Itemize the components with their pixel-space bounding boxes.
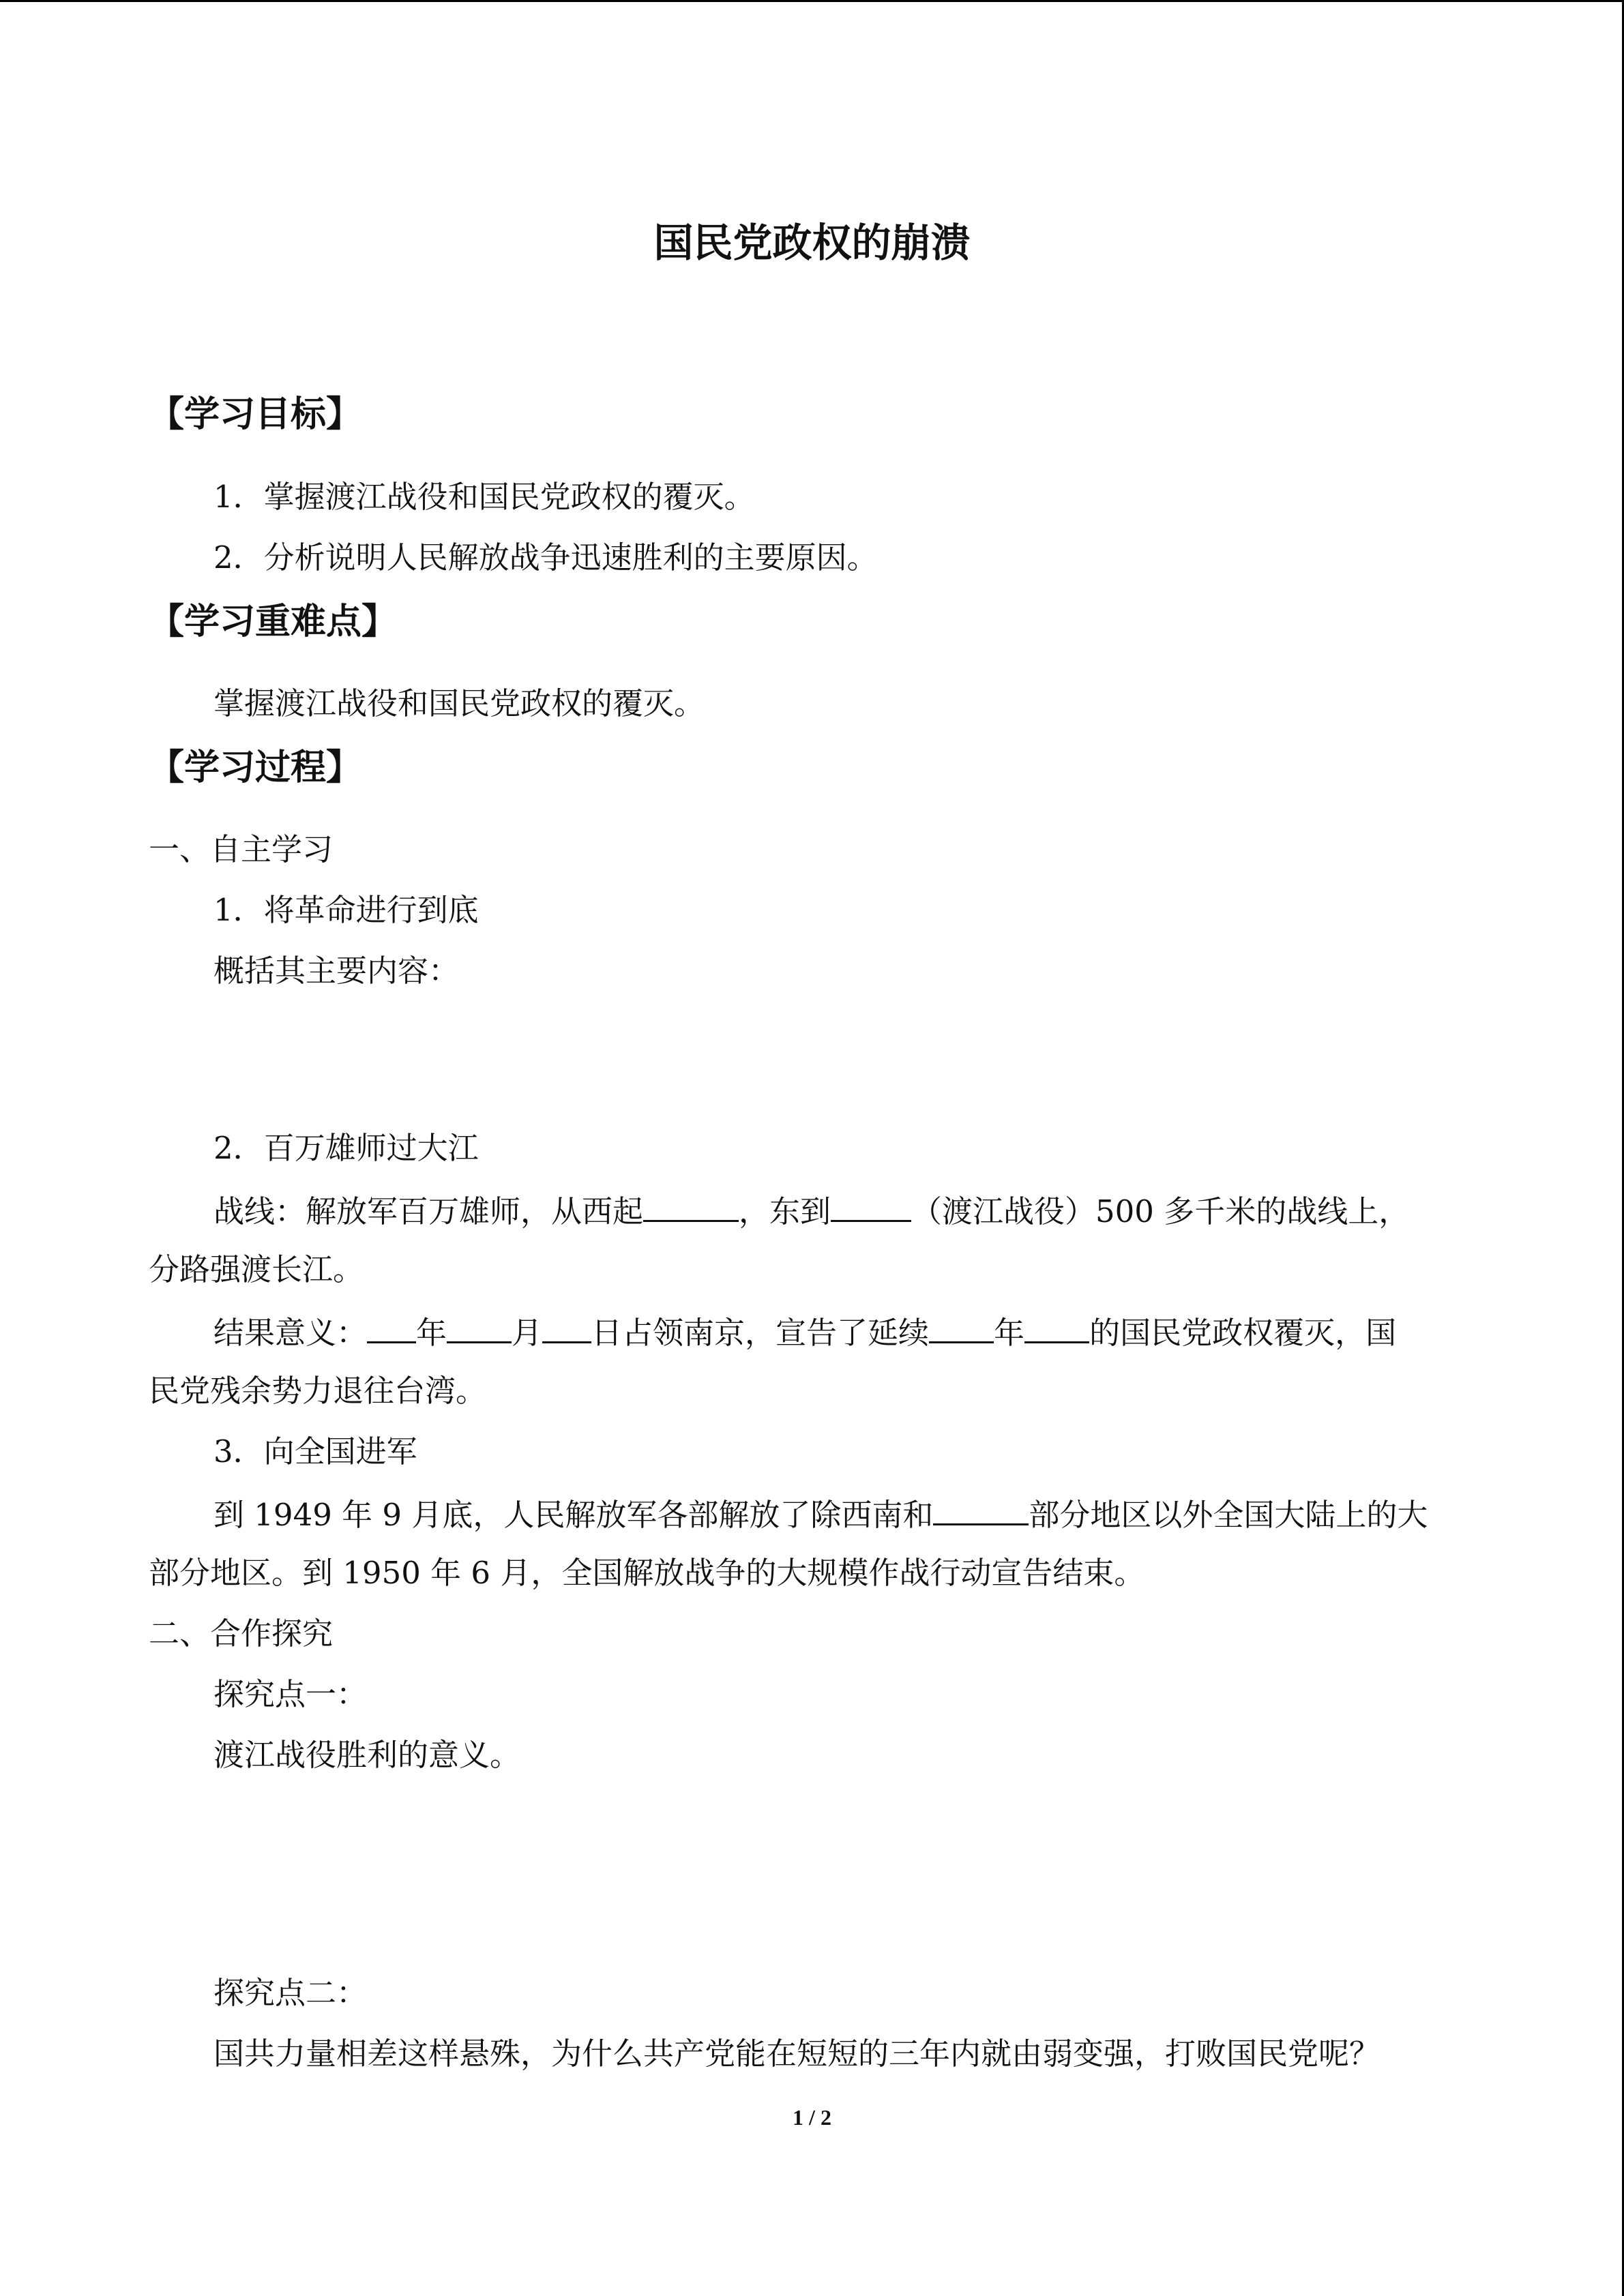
front-line-cont: 分路强渡长江。 <box>149 1251 364 1287</box>
front-text-b: ，东到 <box>739 1193 831 1229</box>
section1-prompt: 概括其主要内容： <box>213 953 460 989</box>
section1-title: 1．将革命进行到底 <box>213 892 479 928</box>
fill-blank-duration[interactable] <box>929 1310 994 1343</box>
objective-item: 2．分析说明人民解放战争迅速胜利的主要原因。 <box>213 539 878 576</box>
page-title: 国民党政权的崩溃 <box>653 220 971 266</box>
inquiry2-label: 探究点二： <box>213 1975 368 2011</box>
fill-blank-west[interactable] <box>643 1189 739 1222</box>
march-line-cont: 部分地区。到 1950 年 6 月，全国解放战争的大规模作战行动宣告结束。 <box>149 1555 1145 1591</box>
objectives-heading: 【学习目标】 <box>149 394 362 435</box>
front-line <box>213 1189 1409 1232</box>
result-text-e: 年 <box>994 1315 1025 1351</box>
section3-title: 3．向全国进军 <box>213 1433 417 1470</box>
march-text-a: 到 1949 年 9 月底，人民解放军各部解放了除西南和 <box>213 1497 934 1533</box>
front-text-c: （渡江战役）500 多千米的战线上， <box>911 1193 1410 1229</box>
fill-blank-day[interactable] <box>542 1310 591 1343</box>
result-text-b: 年 <box>416 1315 447 1351</box>
fill-blank-year[interactable] <box>367 1310 416 1343</box>
fill-blank-region[interactable] <box>933 1492 1029 1525</box>
result-text-d: 日占领南京，宣告了延续 <box>591 1315 930 1351</box>
inquiry2-text: 国共力量相差这样悬殊，为什么共产党能在短短的三年内就由弱变强，打败国民党呢？ <box>213 2036 1381 2072</box>
result-text-a: 结果意义： <box>213 1315 368 1351</box>
result-line <box>213 1310 1396 1354</box>
inquiry1-label: 探究点一： <box>213 1676 368 1712</box>
part1-title: 一、自主学习 <box>149 831 334 867</box>
key-points-text: 掌握渡江战役和国民党政权的覆灭。 <box>213 685 705 721</box>
fill-blank-month[interactable] <box>447 1310 512 1343</box>
result-line-cont: 民党残余势力退往台湾。 <box>149 1373 487 1409</box>
part2-title: 二、合作探究 <box>149 1615 334 1652</box>
march-line <box>213 1492 1428 1536</box>
section2-title: 2．百万雄师过大江 <box>213 1130 479 1166</box>
process-heading: 【学习过程】 <box>149 747 362 788</box>
front-text-a: 战线：解放军百万雄师，从西起 <box>213 1193 644 1229</box>
result-text-c: 月 <box>512 1315 543 1351</box>
inquiry1-text: 渡江战役胜利的意义。 <box>213 1737 521 1773</box>
page-number: 1 / 2 <box>793 2105 831 2130</box>
march-text-b: 部分地区以外全国大陆上的大 <box>1029 1497 1428 1533</box>
fill-blank-east[interactable] <box>831 1189 911 1222</box>
key-points-heading: 【学习重难点】 <box>149 601 398 642</box>
fill-blank-span[interactable] <box>1024 1310 1089 1343</box>
objective-item: 1．掌握渡江战役和国民党政权的覆灭。 <box>213 479 755 515</box>
result-text-f: 的国民党政权覆灭，国 <box>1089 1315 1397 1351</box>
